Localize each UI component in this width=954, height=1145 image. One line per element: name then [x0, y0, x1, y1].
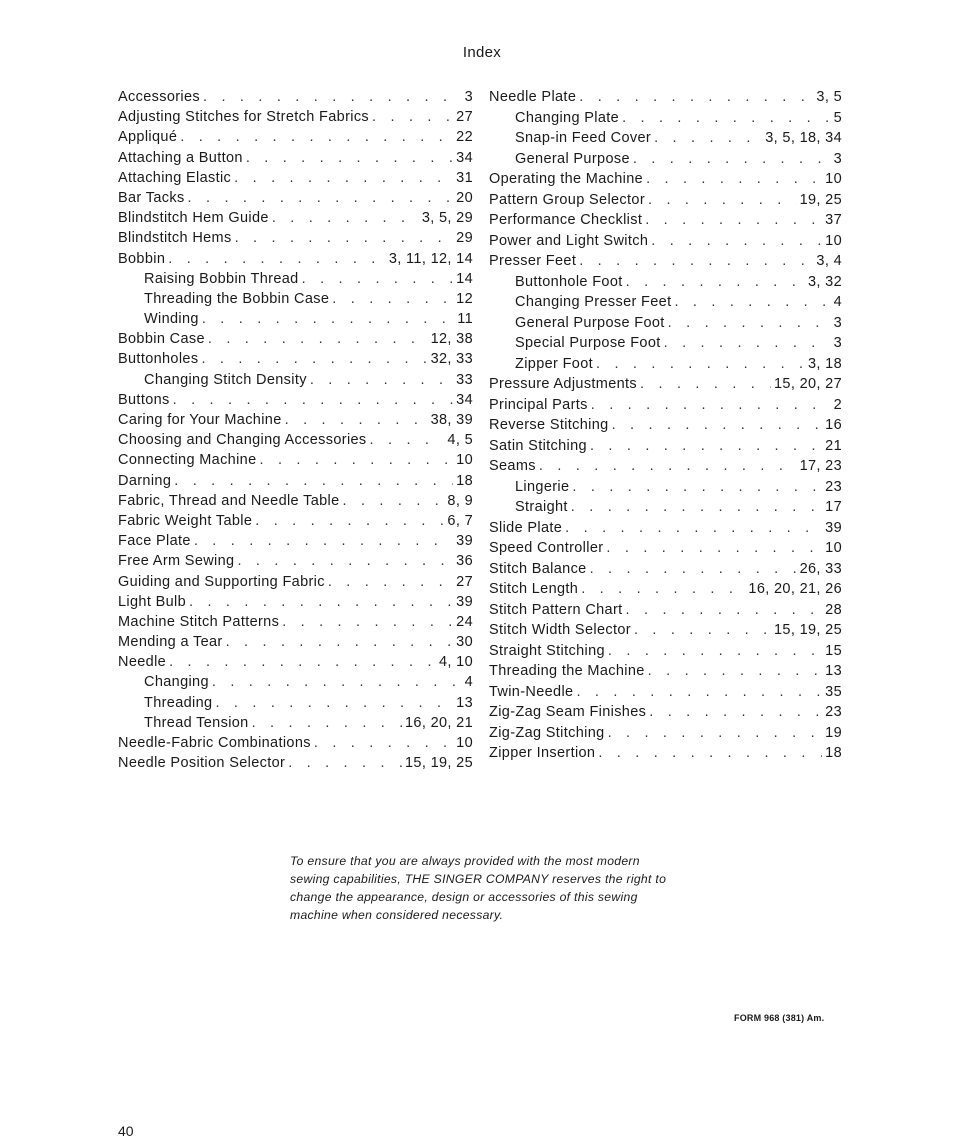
entry-label: Zipper Foot	[515, 355, 593, 372]
entry-pages: 23	[825, 478, 842, 495]
index-subentry	[489, 354, 842, 375]
index-entry	[489, 374, 842, 395]
index-subentry	[489, 149, 842, 170]
dot-leader	[208, 329, 428, 349]
entry-label: Needle Position Selector	[118, 755, 286, 772]
entry-label: Buttons	[118, 391, 170, 408]
index-entry	[489, 87, 842, 108]
entry-label: Bobbin	[118, 250, 166, 267]
dot-leader	[590, 559, 797, 580]
entry-label: Operating the Machine	[489, 171, 644, 187]
disclaimer-notice: To ensure that you are always provided with the most modern sewing capabilities, THE SINGER COMPANY reserves the right to change the appearance, design or accessories of this sewing machine when considered necessary.	[290, 854, 667, 922]
entry-label: Guiding and Supporting Fabric	[118, 573, 325, 590]
index-entry	[489, 415, 842, 436]
index-entry	[118, 733, 473, 753]
index-entry	[118, 228, 473, 248]
index-entry	[489, 661, 842, 682]
dot-leader	[579, 251, 813, 272]
dot-leader	[302, 269, 454, 289]
entry-pages: 22	[456, 129, 473, 146]
entry-label: Zig-Zag Stitching	[489, 724, 605, 741]
index-subentry	[489, 292, 842, 313]
index-subentry	[489, 477, 842, 498]
entry-pages: 10	[456, 735, 473, 751]
entry-label: Threading the Machine	[489, 663, 645, 679]
index-entry	[489, 518, 842, 539]
index-entry	[489, 682, 842, 703]
entry-label: Stitch Balance	[489, 560, 587, 577]
index-entry	[118, 471, 473, 491]
entry-label: Free Arm Sewing	[118, 553, 235, 570]
index-subentry	[489, 108, 842, 129]
entry-label: Pattern Group Selector	[489, 191, 645, 208]
entry-pages: 19	[825, 724, 842, 741]
entry-pages: 17, 23	[799, 458, 842, 474]
entry-label: Accessories	[118, 89, 201, 105]
index-entry	[118, 107, 473, 127]
entry-label: Stitch Width Selector	[489, 622, 631, 638]
dot-leader	[252, 713, 402, 733]
entry-label: Power and Light Switch	[489, 232, 649, 249]
entry-label: Threading the Bobbin Case	[144, 290, 330, 307]
entry-pages: 39	[825, 519, 842, 536]
dot-leader	[626, 272, 805, 293]
entry-pages: 30	[456, 634, 473, 651]
index-entry	[118, 390, 473, 410]
entry-pages: 26, 33	[799, 560, 842, 577]
dot-leader	[633, 149, 831, 170]
entry-pages: 36	[456, 553, 473, 570]
dot-leader	[194, 531, 453, 551]
dot-leader	[272, 208, 419, 228]
index-entry	[118, 168, 473, 188]
entry-label: Slide Plate	[489, 519, 563, 536]
index-entry	[118, 430, 473, 450]
entry-pages: 19, 25	[799, 191, 842, 208]
index-entry	[489, 456, 842, 477]
entry-label: Raising Bobbin Thread	[144, 270, 299, 287]
entry-label: Bar Tacks	[118, 189, 185, 206]
dot-leader	[215, 693, 453, 713]
entry-label: Stitch Pattern Chart	[489, 601, 623, 618]
entry-pages: 37	[825, 212, 842, 228]
entry-label: Performance Checklist	[489, 212, 643, 228]
dot-leader	[203, 87, 462, 107]
dot-leader	[626, 600, 823, 621]
index-entry	[118, 612, 473, 632]
dot-leader	[539, 456, 797, 477]
index-entry	[118, 87, 473, 107]
entry-pages: 21	[825, 437, 842, 454]
dot-leader	[598, 743, 822, 764]
entry-label: Blindstitch Hems	[118, 230, 232, 247]
entry-label: Changing Plate	[515, 109, 620, 126]
entry-pages: 11	[457, 311, 473, 328]
entry-pages: 3, 4	[816, 253, 842, 269]
dot-leader	[189, 592, 453, 612]
dot-leader	[282, 612, 453, 632]
index-entry	[489, 231, 842, 252]
dot-leader	[332, 289, 453, 309]
entry-pages: 13	[456, 694, 473, 711]
index-entry	[489, 169, 842, 190]
entry-pages: 10	[456, 452, 473, 469]
index-entry	[118, 349, 473, 369]
index-entry	[489, 579, 842, 600]
form-number: FORM 968 (381) Am.	[734, 1013, 825, 1023]
entry-label: Needle Plate	[489, 89, 577, 105]
entry-label: Thread Tension	[144, 714, 249, 731]
dot-leader	[668, 313, 831, 334]
dot-leader	[246, 148, 453, 168]
index-entry	[118, 632, 473, 652]
dot-leader	[285, 410, 428, 430]
entry-pages: 29	[456, 230, 473, 247]
index-entry	[489, 559, 842, 580]
dot-leader	[645, 210, 822, 231]
dot-leader	[314, 733, 453, 753]
index-entry	[118, 410, 473, 430]
index-entry	[489, 251, 842, 272]
dot-leader	[590, 436, 822, 457]
dot-leader	[234, 168, 453, 188]
entry-label: Special Purpose Foot	[515, 335, 661, 351]
dot-leader	[596, 354, 805, 375]
entry-pages: 4	[833, 294, 842, 310]
dot-leader	[640, 374, 771, 395]
entry-pages: 6, 7	[447, 512, 473, 529]
entry-label: Needle-Fabric Combinations	[118, 735, 311, 751]
entry-label: Fabric, Thread and Needle Table	[118, 492, 340, 509]
dot-leader	[370, 430, 445, 450]
index-subentry	[489, 497, 842, 518]
dot-leader	[237, 551, 453, 571]
entry-label: Zipper Insertion	[489, 745, 596, 761]
entry-label: Changing Presser Feet	[515, 294, 672, 310]
index-entry	[118, 491, 473, 511]
entry-pages: 12	[456, 290, 473, 307]
dot-leader	[212, 672, 462, 692]
entry-pages: 3	[833, 314, 842, 331]
entry-label: Seams	[489, 458, 536, 474]
entry-label: General Purpose Foot	[515, 314, 665, 331]
index-subentry	[118, 370, 473, 390]
index-entry	[489, 641, 842, 662]
entry-label: Blindstitch Hem Guide	[118, 210, 269, 227]
page-number: 40	[118, 1123, 134, 1139]
entry-label: Straight	[515, 499, 568, 515]
entry-pages: 3, 5	[816, 89, 842, 105]
entry-label: Winding	[144, 311, 199, 328]
dot-leader	[255, 511, 444, 531]
entry-pages: 4, 10	[439, 654, 473, 671]
entry-label: Machine Stitch Patterns	[118, 613, 280, 630]
entry-pages: 8, 9	[447, 492, 473, 509]
dot-leader	[226, 632, 454, 652]
entry-label: Buttonholes	[118, 351, 199, 368]
entry-label: Buttonhole Foot	[515, 273, 623, 290]
dot-leader	[646, 169, 822, 190]
entry-pages: 16, 20, 21, 26	[748, 581, 842, 597]
entry-label: Attaching a Button	[118, 149, 243, 166]
dot-leader	[612, 415, 823, 436]
entry-label: Adjusting Stitches for Stretch Fabrics	[118, 109, 370, 126]
entry-label: Reverse Stitching	[489, 417, 609, 433]
dot-leader	[579, 87, 813, 108]
entry-pages: 3, 18	[808, 355, 842, 372]
index-entry	[489, 436, 842, 457]
index-entry	[489, 538, 842, 559]
entry-pages: 4, 5	[447, 432, 473, 449]
entry-pages: 3	[464, 89, 473, 105]
entry-pages: 39	[456, 593, 473, 610]
entry-pages: 13	[825, 663, 842, 679]
entry-pages: 10	[825, 171, 842, 187]
dot-leader	[634, 620, 771, 641]
entry-label: Speed Controller	[489, 540, 604, 556]
index-subentry	[118, 289, 473, 309]
dot-leader	[651, 231, 822, 252]
dot-leader	[343, 491, 445, 511]
dot-leader	[169, 652, 436, 672]
dot-leader	[260, 450, 454, 470]
index-entry	[118, 148, 473, 168]
entry-pages: 15, 19, 25	[774, 622, 842, 638]
index-subentry	[118, 269, 473, 289]
entry-pages: 5	[833, 109, 842, 126]
entry-pages: 23	[825, 704, 842, 720]
entry-pages: 32, 33	[430, 351, 473, 368]
index-subentry	[489, 128, 842, 149]
entry-pages: 15, 20, 27	[774, 376, 842, 392]
entry-pages: 18	[825, 745, 842, 761]
dot-leader	[173, 390, 454, 410]
dot-leader	[649, 702, 822, 723]
entry-label: Attaching Elastic	[118, 169, 232, 186]
entry-label: Appliqué	[118, 129, 178, 146]
entry-label: Choosing and Changing Accessories	[118, 432, 367, 449]
entry-pages: 16	[825, 417, 842, 433]
entry-pages: 34	[456, 149, 473, 166]
dot-leader	[674, 292, 830, 313]
entry-pages: 10	[825, 540, 842, 556]
entry-label: Changing	[144, 674, 209, 691]
dot-leader	[310, 370, 453, 390]
entry-label: Zig-Zag Seam Finishes	[489, 704, 647, 720]
dot-leader	[180, 127, 453, 147]
page-title: Index	[462, 44, 502, 61]
entry-label: Caring for Your Machine	[118, 412, 282, 428]
dot-leader	[591, 395, 831, 416]
dot-leader	[654, 128, 762, 149]
index-entry	[489, 723, 842, 744]
entry-label: Bobbin Case	[118, 331, 205, 348]
dot-leader	[188, 188, 454, 208]
entry-pages: 24	[456, 613, 473, 630]
index-entry	[118, 329, 473, 349]
dot-leader	[201, 349, 427, 369]
index-subentry	[489, 333, 842, 354]
index-subentry	[489, 313, 842, 334]
entry-pages: 20	[456, 189, 473, 206]
entry-label: Presser Feet	[489, 253, 577, 269]
entry-pages: 35	[825, 683, 842, 700]
entry-label: Pressure Adjustments	[489, 376, 638, 392]
dot-leader	[235, 228, 454, 248]
dot-leader	[648, 190, 797, 211]
entry-label: Mending a Tear	[118, 634, 223, 651]
entry-pages: 28	[825, 601, 842, 618]
dot-leader	[174, 471, 453, 491]
dot-leader	[571, 497, 822, 518]
dot-leader	[168, 249, 386, 269]
index-entry	[489, 620, 842, 641]
index-entry	[489, 395, 842, 416]
entry-label: Connecting Machine	[118, 452, 257, 469]
entry-pages: 10	[825, 232, 842, 249]
entry-pages: 18	[456, 472, 473, 489]
dot-leader	[328, 572, 453, 592]
index-entry	[118, 450, 473, 470]
entry-pages: 3	[833, 150, 842, 167]
dot-leader	[608, 723, 823, 744]
entry-pages: 31	[456, 169, 473, 186]
entry-pages: 3	[833, 335, 842, 351]
dot-leader	[664, 333, 831, 354]
entry-pages: 15	[825, 642, 842, 659]
entry-pages: 16, 20, 21	[405, 714, 473, 731]
entry-label: Twin-Needle	[489, 683, 574, 700]
index-entry	[118, 652, 473, 672]
index-entry	[118, 572, 473, 592]
dot-leader	[608, 641, 822, 662]
entry-pages: 38, 39	[430, 412, 473, 428]
dot-leader	[581, 579, 745, 600]
entry-label: Threading	[144, 694, 213, 711]
entry-label: General Purpose	[515, 150, 630, 167]
dot-leader	[576, 682, 822, 703]
entry-pages: 33	[456, 371, 473, 388]
index-entry	[489, 600, 842, 621]
dot-leader	[606, 538, 822, 559]
entry-pages: 15, 19, 25	[405, 755, 473, 772]
index-entry	[118, 127, 473, 147]
index-subentry	[489, 272, 842, 293]
index-entry	[489, 210, 842, 231]
entry-pages: 14	[456, 270, 473, 287]
index-entry	[118, 531, 473, 551]
entry-label: Principal Parts	[489, 396, 588, 413]
entry-label: Needle	[118, 654, 167, 671]
index-subentry	[118, 693, 473, 713]
index-column-right	[489, 87, 842, 764]
index-entry	[118, 753, 473, 773]
index-entry	[118, 511, 473, 531]
index-entry	[489, 743, 842, 764]
index-entry	[489, 190, 842, 211]
entry-label: Snap-in Feed Cover	[515, 130, 652, 146]
entry-label: Stitch Length	[489, 581, 579, 597]
index-subentry	[118, 672, 473, 692]
entry-pages: 3, 5, 18, 34	[765, 130, 842, 146]
dot-leader	[648, 661, 822, 682]
index-subentry	[118, 713, 473, 733]
index-subentry	[118, 309, 473, 329]
entry-pages: 2	[833, 396, 842, 413]
index-entry	[118, 208, 473, 228]
entry-pages: 3, 32	[808, 273, 842, 290]
index-entry	[118, 592, 473, 612]
dot-leader	[565, 518, 822, 539]
entry-pages: 3, 5, 29	[421, 210, 473, 227]
index-entry	[118, 551, 473, 571]
entry-pages: 27	[456, 109, 473, 126]
entry-label: Straight Stitching	[489, 642, 605, 659]
entry-pages: 4	[464, 674, 473, 691]
entry-pages: 17	[825, 499, 842, 515]
entry-pages: 27	[456, 573, 473, 590]
entry-label: Darning	[118, 472, 172, 489]
entry-pages: 34	[456, 391, 473, 408]
index-entry	[118, 249, 473, 269]
entry-pages: 3, 11, 12, 14	[388, 250, 473, 267]
entry-label: Fabric Weight Table	[118, 512, 253, 529]
entry-pages: 12, 38	[430, 331, 473, 348]
dot-leader	[202, 309, 454, 329]
entry-label: Light Bulb	[118, 593, 186, 610]
index-entry	[118, 188, 473, 208]
index-column-left	[118, 87, 473, 773]
entry-label: Lingerie	[515, 478, 570, 495]
entry-label: Changing Stitch Density	[144, 371, 307, 388]
dot-leader	[572, 477, 822, 498]
dot-leader	[622, 108, 831, 129]
index-entry	[489, 702, 842, 723]
entry-label: Satin Stitching	[489, 437, 587, 454]
entry-pages: 39	[456, 533, 473, 550]
dot-leader	[372, 107, 453, 127]
entry-label: Face Plate	[118, 533, 191, 550]
dot-leader	[288, 753, 402, 773]
